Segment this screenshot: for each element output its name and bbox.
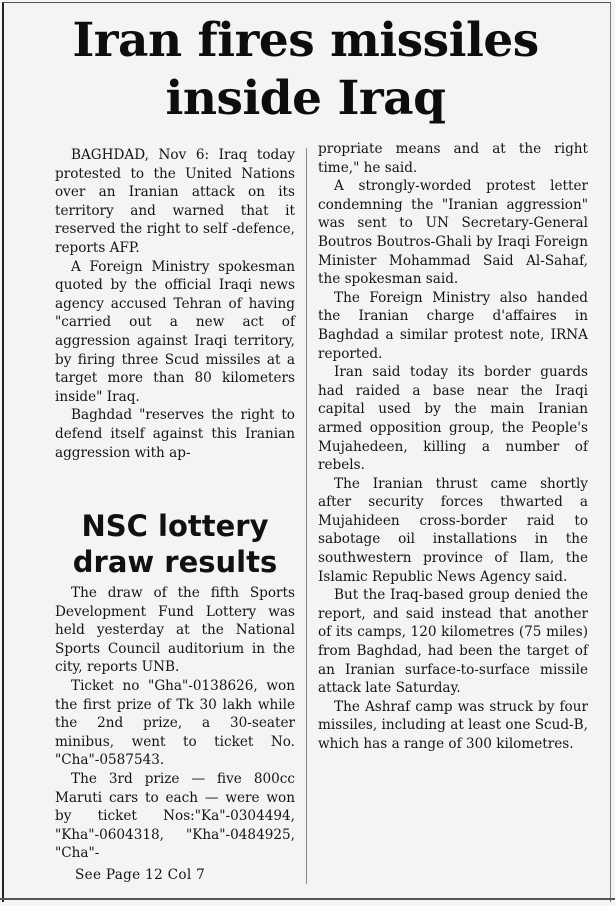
- lottery-paragraph: Ticket no "Gha"-0138626, won the first prize of Tk 30 lakh while the 2nd prize, a 30-seater minibus, went to ticket No. "Cha"-0587543.: [55, 677, 295, 769]
- article-paragraph: The Iranian thrust came shortly after security forces thwarted a Mujahideen cross-border raid to sabotage oil installations in the southwestern province of Ilam, the Islamic Republic News Agency said.: [318, 475, 588, 585]
- article-paragraph: propriate means and at the right time," he said.: [318, 141, 588, 176]
- lottery-headline: [55, 508, 295, 580]
- article-paragraph: But the Iraq-based group denied the report, and said instead that another of its camps, 120 kilometres (75 miles) from Baghdad, had been the target of an Iranian surface-to-surface missile attack late Saturday.: [318, 587, 588, 697]
- article-paragraph: A strongly-worded protest letter condemning the "Iranian aggression" was sent to UN Secretary-General Boutros Boutros-Ghali by Iraqi Foreign Minister Mohammad Said Al-Sahaf, the spokesman said.: [318, 178, 588, 288]
- headline-line-2: inside Iraq: [165, 71, 446, 126]
- article-paragraph: Iran said today its border guards had raided a base near the Iraqi capital used by the main Iranian armed opposition group, the People's Mujahedeen, killing a number of rebels.: [318, 364, 588, 474]
- article-paragraph: BAGHDAD, Nov 6: Iraq today protested to the United Nations over an Iranian attack on its territory and warned that it reserved the right to self -defence, reports AFP.: [55, 147, 295, 256]
- column-divider: [306, 148, 307, 884]
- article-paragraph: The Ashraf camp was struck by four missiles, including at least one Scud-B, which has a range of 300 kilometres.: [318, 698, 588, 752]
- lottery-headline-line-2: draw results: [72, 545, 278, 579]
- article-paragraph: Baghdad "reserves the right to defend itself against this Iranian aggression with ap-: [55, 407, 295, 461]
- lottery-headline-line-1: NSC lottery: [81, 509, 269, 543]
- headline-line-1: Iran fires missiles: [72, 13, 539, 68]
- article-paragraph: A Foreign Ministry spokesman quoted by the official Iraqi news agency accused Tehran of having "carried out a new act of aggression against Iraqi territory, by firing three Scud missiles at a target more than 80 kilometers inside" Iraq.: [55, 258, 295, 405]
- article-column-left: [55, 146, 295, 462]
- continuation-note: See Page 12 Col 7: [75, 867, 206, 883]
- lottery-paragraph: The 3rd prize — five 800cc Maruti cars to each — were won by ticket Nos:"Ka"-0304494, "Kha"-0604318, "Kha"-0484925, "Cha"-: [55, 770, 295, 862]
- article-headline: [0, 12, 611, 128]
- lottery-paragraph: The draw of the fifth Sports Development Fund Lottery was held yesterday at the National Sports Council auditorium in the city, reports UNB.: [55, 585, 295, 676]
- bottom-border: [0, 898, 615, 900]
- lottery-column: [55, 584, 295, 863]
- article-column-right: [318, 140, 588, 754]
- article-paragraph: The Foreign Ministry also handed the Iranian charge d'affaires in Baghdad a similar protest note, IRNA reported.: [318, 289, 588, 362]
